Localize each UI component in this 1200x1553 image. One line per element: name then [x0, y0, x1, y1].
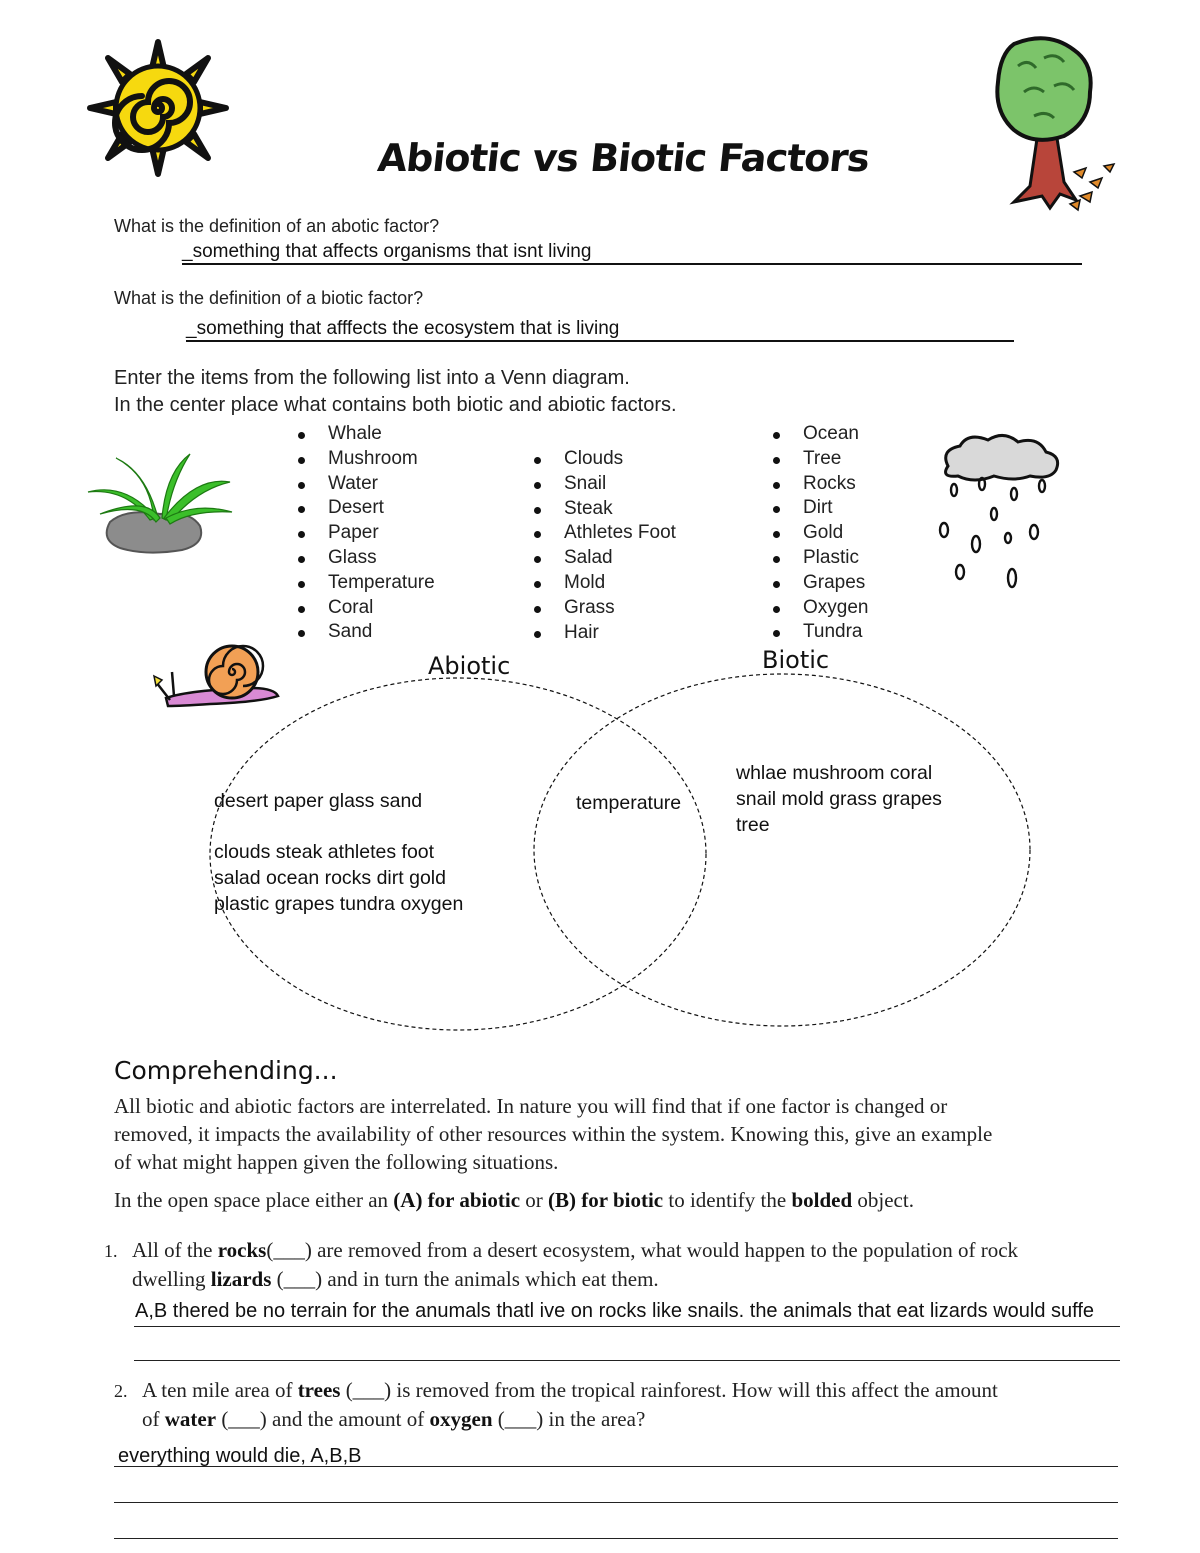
bold-object: water	[164, 1407, 217, 1431]
list-item: Coral	[294, 596, 435, 621]
list-item: Tree	[769, 447, 868, 472]
answer-line	[114, 1466, 1118, 1467]
question-number: 2.	[114, 1381, 128, 1401]
paragraph-line: All biotic and abiotic factors are interrelated. In nature you will find that if one factor is changed or	[114, 1094, 948, 1118]
list-item: Paper	[294, 521, 435, 546]
venn-label-biotic: Biotic	[762, 646, 830, 674]
instruction-line: In the center place what contains both biotic and abiotic factors.	[114, 394, 677, 416]
venn-entry: clouds steak athletes foot	[214, 841, 435, 863]
comprehending-instruction	[114, 1186, 914, 1214]
page-title: Abiotic vs Biotic Factors	[375, 136, 872, 180]
venn-abiotic-block	[214, 839, 463, 917]
list-item: Dirt	[769, 496, 868, 521]
list-item: Tundra	[769, 620, 868, 645]
list-item: Plastic	[769, 546, 868, 571]
question-text: All of the	[132, 1238, 218, 1262]
answer-line	[134, 1326, 1120, 1327]
venn-entry: whlae mushroom coral	[736, 762, 933, 784]
question-text: of	[142, 1407, 165, 1431]
answer-biotic-text: _something that afffects the ecosystem that is living	[186, 318, 620, 339]
question-biotic-definition: What is the definition of a biotic factor?	[114, 288, 424, 308]
list-item: Snail	[530, 472, 676, 497]
instructions	[114, 365, 677, 419]
instr-text: or	[520, 1188, 549, 1212]
list-column-1	[294, 422, 435, 645]
instr-abiotic: (A) for abiotic	[393, 1188, 521, 1212]
list-item: Clouds	[530, 447, 676, 472]
question-text: (___) and the amount of	[216, 1407, 430, 1431]
list-item: Oxygen	[769, 596, 868, 621]
instr-biotic: (B) for biotic	[548, 1188, 664, 1212]
list-item: Hair	[530, 621, 676, 646]
venn-biotic-block	[736, 760, 942, 838]
list-column-2	[530, 447, 676, 645]
list-item: Rocks	[769, 472, 868, 497]
list-item: Mold	[530, 571, 676, 596]
list-item: Ocean	[769, 422, 868, 447]
venn-entry: tree	[736, 814, 770, 836]
venn-label-abiotic: Abiotic	[428, 652, 511, 680]
list-item: Temperature	[294, 571, 435, 596]
list-item: Athletes Foot	[530, 521, 676, 546]
comprehending-heading: Comprehending...	[114, 1056, 338, 1085]
bold-object: oxygen	[429, 1407, 493, 1431]
list-item: Desert	[294, 496, 435, 521]
instr-text: object.	[852, 1188, 914, 1212]
paragraph-line: removed, it impacts the availability of other resources within the system. Knowing this, give an example	[114, 1122, 993, 1146]
answer-biotic-definition[interactable]	[186, 318, 1014, 342]
answer-line	[134, 1360, 1120, 1361]
venn-circle-biotic	[534, 674, 1030, 1026]
list-item: Glass	[294, 546, 435, 571]
question-abiotic-definition: What is the definition of an abotic factor?	[114, 216, 440, 236]
instr-text: to identify the	[663, 1188, 792, 1212]
answer-question-1[interactable]: A,B thered be no terrain for the anumals thatl ive on rocks like snails. the animals that eat lizards would suffe	[135, 1300, 1095, 1322]
rain-cloud-clipart	[934, 432, 1064, 592]
venn-entry: plastic grapes tundra oxygen	[214, 893, 464, 915]
venn-entry: salad ocean rocks dirt gold	[214, 867, 446, 889]
question-text: (___) and in turn the animals which eat them.	[271, 1267, 659, 1291]
answer-line	[114, 1502, 1118, 1503]
grass-clipart	[86, 452, 236, 558]
question-text: dwelling	[132, 1267, 211, 1291]
question-text: (___) is removed from the tropical rainforest. How will this affect the amount	[340, 1378, 998, 1402]
instr-bolded: bolded	[791, 1188, 853, 1212]
instruction-line: Enter the items from the following list into a Venn diagram.	[114, 367, 630, 389]
venn-abiotic-line1: desert paper glass sand	[214, 790, 423, 812]
sun-clipart	[84, 38, 232, 178]
question-2	[114, 1376, 998, 1433]
instr-text: In the open space place either an	[114, 1188, 394, 1212]
bold-object: rocks	[217, 1238, 267, 1262]
list-item: Salad	[530, 546, 676, 571]
bold-object: trees	[297, 1378, 341, 1402]
list-item: Sand	[294, 620, 435, 645]
list-item: Water	[294, 472, 435, 497]
question-number: 1.	[104, 1241, 118, 1261]
bold-object: lizards	[210, 1267, 272, 1291]
list-item: Whale	[294, 422, 435, 447]
list-item: Gold	[769, 521, 868, 546]
venn-center: temperature	[576, 792, 682, 814]
list-item: Mushroom	[294, 447, 435, 472]
comprehending-paragraph	[114, 1092, 992, 1176]
question-1	[104, 1236, 1018, 1293]
answer-question-2[interactable]: everything would die, A,B,B	[118, 1445, 362, 1467]
question-text: A ten mile area of	[142, 1378, 298, 1402]
question-text: (___) in the area?	[492, 1407, 646, 1431]
list-item: Grass	[530, 596, 676, 621]
answer-line	[114, 1538, 1118, 1539]
tree-clipart	[994, 36, 1126, 212]
answer-abiotic-text: _something that affects organisms that isnt living	[182, 241, 592, 262]
answer-abiotic-definition[interactable]	[182, 241, 1082, 265]
list-item: Grapes	[769, 571, 868, 596]
list-item: Steak	[530, 497, 676, 522]
paragraph-line: of what might happen given the following situations.	[114, 1150, 559, 1174]
question-text: (___) are removed from a desert ecosystem, what would happen to the population of rock	[266, 1238, 1019, 1262]
list-column-3	[769, 422, 868, 645]
venn-entry: snail mold grass grapes	[736, 788, 942, 810]
